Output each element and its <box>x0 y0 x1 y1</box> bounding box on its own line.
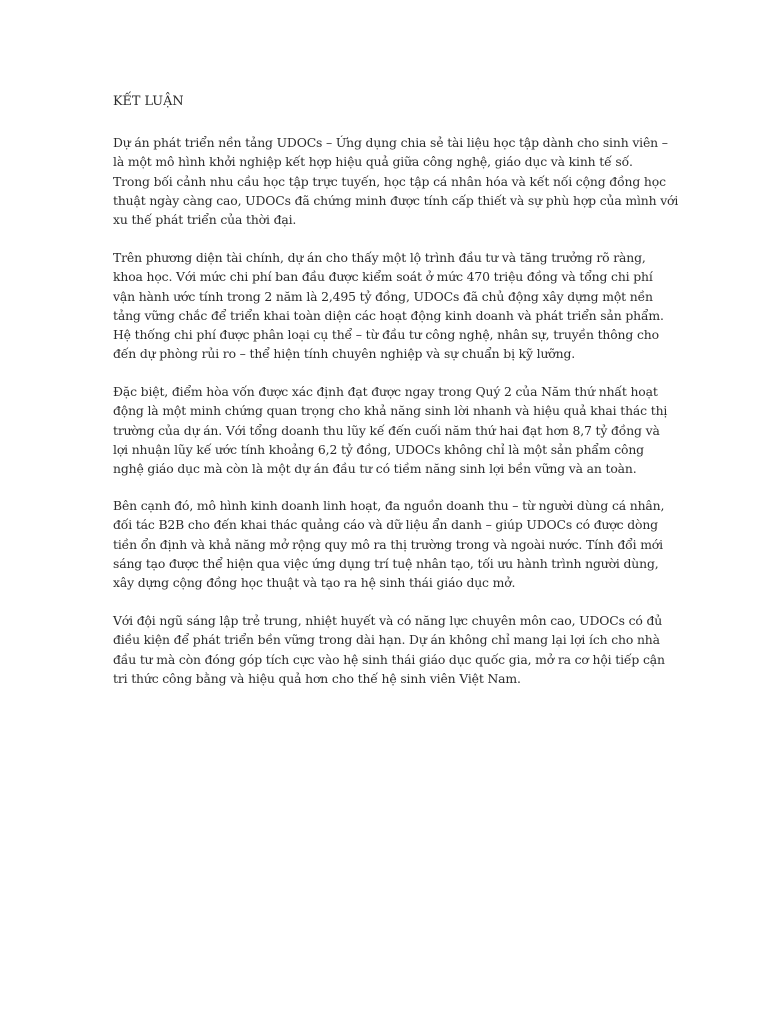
paragraph-line: xây dựng cộng đồng học thuật và tạo ra hệ sinh thái giáo dục mở. <box>113 575 516 591</box>
paragraph-line: vận hành ước tính trong 2 năm là 2,495 tỷ đồng, UDOCs đã chủ động xây dựng một nền <box>113 288 653 304</box>
paragraph-line: lợi nhuận lũy kế ước tính khoảng 6,2 tỷ đồng, UDOCs không chỉ là một sản phẩm công <box>113 441 644 457</box>
paragraph-line: Trên phương diện tài chính, dự án cho thấy một lộ trình đầu tư và tăng trưởng rõ ràng, <box>113 250 646 265</box>
paragraph-line: thuật ngày càng cao, UDOCs đã chứng minh được tính cấp thiết và sự phù hợp của mình với <box>113 192 679 208</box>
paragraph-line: là một mô hình khởi nghiệp kết hợp hiệu quả giữa công nghệ, giáo dục và kinh tế số. <box>113 154 633 170</box>
paragraph-finance <box>113 248 665 364</box>
paragraph-line: tảng vững chắc để triển khai toàn diện các hoạt động kinh doanh và phát triển sản phẩm. <box>113 307 664 323</box>
paragraph-line: đầu tư mà còn đóng góp tích cực vào hệ sinh thái giáo dục quốc gia, mở ra cơ hội tiếp cận <box>113 651 665 667</box>
paragraph-line: đến dự phòng rủi ro – thể hiện tính chuyên nghiệp và sự chuẩn bị kỹ lưỡng. <box>113 346 576 362</box>
paragraph-line: sáng tạo được thể hiện qua việc ứng dụng trí tuệ nhân tạo, tối ưu hành trình người dùng, <box>113 555 659 571</box>
paragraph-line: nghệ giáo dục mà còn là một dự án đầu tư có tiềm năng sinh lợi bền vững và an toàn. <box>113 461 637 477</box>
paragraph-line: tri thức công bằng và hiệu quả hơn cho thế hệ sinh viên Việt Nam. <box>113 670 521 686</box>
section-heading: KẾT LUẬN <box>113 94 184 109</box>
paragraph-line: Với đội ngũ sáng lập trẻ trung, nhiệt huyết và có năng lực chuyên môn cao, UDOCs có đủ <box>113 613 663 628</box>
paragraph-line: Đặc biệt, điểm hòa vốn được xác định đạt được ngay trong Quý 2 của Năm thứ nhất hoạt <box>113 384 658 399</box>
paragraph-line: đối tác B2B cho đến khai thác quảng cáo và dữ liệu ẩn danh – giúp UDOCs có được dòng <box>113 517 658 533</box>
paragraph-introduction <box>113 133 679 229</box>
paragraph-line: Bên cạnh đó, mô hình kinh doanh linh hoạt, đa nguồn doanh thu – từ người dùng cá nhân, <box>113 498 665 513</box>
paragraph-line: Trong bối cảnh nhu cầu học tập trực tuyến, học tập cá nhân hóa và kết nối cộng đồng học <box>113 173 666 189</box>
paragraph-line: tiền ổn định và khả năng mở rộng quy mô ra thị trường trong và ngoài nước. Tính đổi mới <box>113 536 663 552</box>
paragraph-line: điều kiện để phát triển bền vững trong dài hạn. Dự án không chỉ mang lại lợi ích cho nhà <box>113 632 660 648</box>
paragraph-team <box>113 611 665 688</box>
paragraph-line: động là một minh chứng quan trọng cho khả năng sinh lời nhanh và hiệu quả khai thác thị <box>113 403 668 419</box>
paragraph-line: Hệ thống chi phí được phân loại cụ thể – từ đầu tư công nghệ, nhân sự, truyền thông cho <box>113 327 659 343</box>
paragraph-business-model <box>113 496 665 592</box>
paragraph-line: Dự án phát triển nền tảng UDOCs – Ứng dụng chia sẻ tài liệu học tập dành cho sinh viên – <box>113 135 668 150</box>
paragraph-breakeven <box>113 382 668 478</box>
paragraph-line: khoa học. Với mức chi phí ban đầu được kiểm soát ở mức 470 triệu đồng và tổng chi phí <box>113 269 653 285</box>
paragraph-line: xu thế phát triển của thời đại. <box>113 212 297 228</box>
paragraph-line: trường của dự án. Với tổng doanh thu lũy kế đến cuối năm thứ hai đạt hơn 8,7 tỷ đồng và <box>113 422 660 438</box>
